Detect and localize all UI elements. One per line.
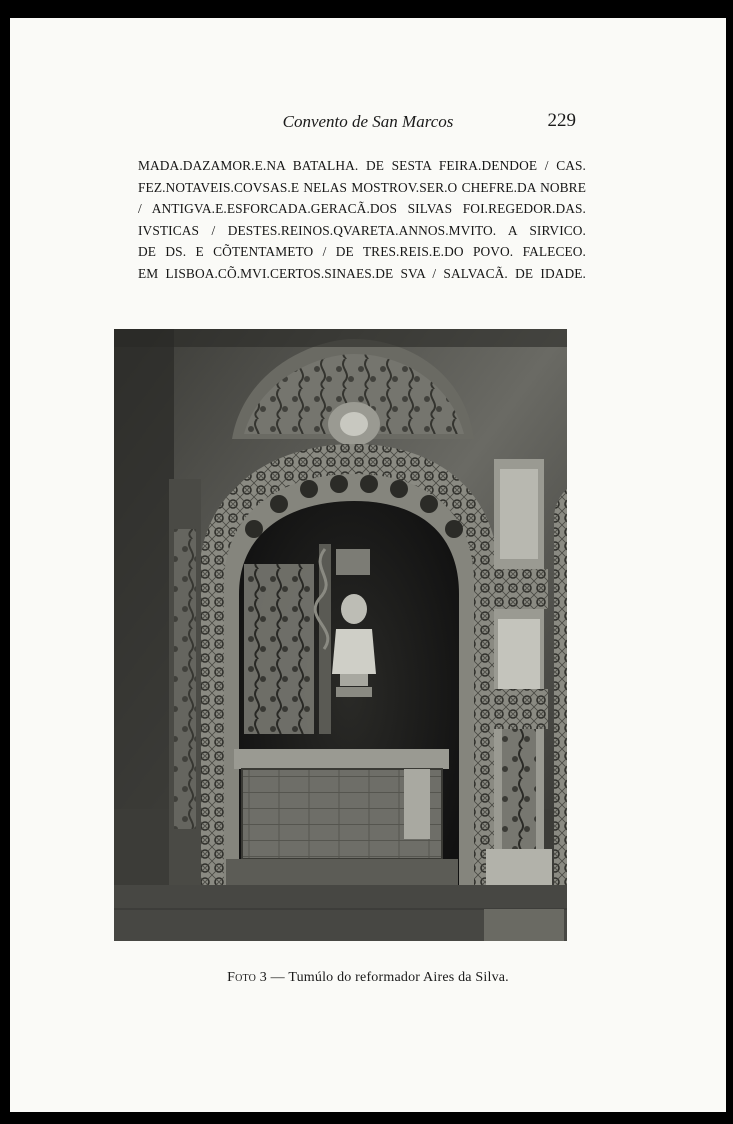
page-number: 229	[547, 110, 576, 131]
figure-caption	[10, 970, 726, 986]
inscription-line: MADA.DAZAMOR.E.NA BATALHA. DE SESTA FEIRA.DENDOE / CAS.	[138, 158, 586, 173]
inscription-line: EM LISBOA.CÕ.MVI.CERTOS.SINAES.DE SVA / SALVACÃ. DE IDADE.	[138, 265, 586, 281]
inscription-line: IVSTICAS / DESTES.REINOS.QVARETA.ANNOS.MVITO. A SIRVICO.	[138, 222, 586, 238]
caption-label: Foto	[227, 970, 257, 985]
inscription-line: / ANTIGVA.E.ESFORCADA.GERACÃ.DOS SILVAS FOI.REGEDOR.DAS.	[138, 201, 586, 217]
inscription-line: FEZ.NOTAVEIS.COVSAS.E NELAS MOSTROV.SER.O CHEFRE.DA NOBRE	[138, 179, 586, 195]
inscription-line: DE DS. E CÕTENTAMETO / DE TRES.REIS.E.DO POVO. FALECEO.	[138, 244, 586, 260]
inscription-text	[138, 155, 586, 285]
caption-text: 3 — Tumúlo do reformador Aires da Silva.	[259, 970, 509, 985]
tomb-photograph	[114, 329, 567, 941]
page	[10, 18, 726, 1112]
running-head	[10, 110, 726, 136]
running-title: Convento de San Marcos	[282, 112, 454, 131]
